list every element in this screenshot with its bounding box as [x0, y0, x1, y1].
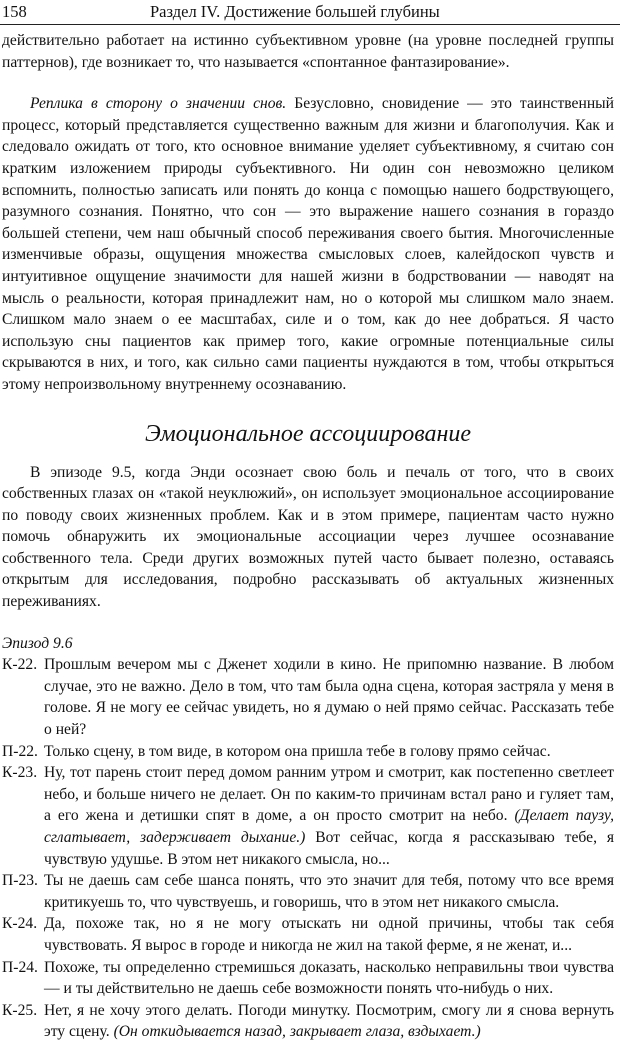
dialogue-turn: [2, 762, 614, 870]
speaker-label: П-24.: [2, 958, 38, 976]
dialogue-turn: [2, 913, 614, 956]
turn-text: Ну, тот парень стоит перед домом ранним утром и смотрит, как постепенно светлеет небо, и больше ничего не делает. Он по каким-то причинам встал рано и гуляет там, а его жена и детишки спят в доме, а он просто смотрит на небо. (Делает паузу, сглатывает, задерживает дыхание.) Вот сейчас, когда я рассказываю тебе, я чувствую удушье. В этом нет никакого смысла, но...: [44, 764, 614, 868]
aside-text: Безусловно, сновидение — это таинственный процесс, который представляется существенно важным для жизни и благополучия. Как и следовало ожидать от того, кто основное внимание уделяет субъективному, я считаю сон кратким изложением природы субъективного. Ни один сон невозможно целиком вспомнить, полностью записать или понять до конца с помощью нашего бодрствующего, разумного сознания. Понятно, что сон — это выражение нашего сознания в гораздо большей степени, чем наш обычный способ переживания своего бытия. Многочисленные изменчивые образы, ощущения множества смысловых слоев, калейдоскоп чувств и интуитивное ощущение значимости для нашей жизни в бодрствовании — наводят на мысль о реальности, которая принадлежит нам, но о которой мы слишком мало знаем. Слишком мало знаем о ее масштабах, силе и о том, как до нее добраться. Я часто использую сны пациентов как пример того, какие огромные потенциальные силы скрываются в них, и того, как сильно сами пациенты нуждаются в том, чтобы открыться этому непроизвольному внутреннему осознаванию.: [2, 95, 614, 393]
speaker-label: П-23.: [2, 872, 38, 890]
dialogue-turn: [2, 654, 614, 740]
page-number: 158: [2, 2, 27, 21]
speaker-label: К-23.: [2, 764, 38, 782]
paragraph-emotional-association: В эпизоде 9.5, когда Энди осознает свою боль и печаль от того, что в своих собственных глазах он «такой неуклюжий», он использует эмоциональное ассоциирование по поводу своих жизненных проблем. Как и в этом примере, пациентам часто нужно помочь обнаружить их эмоциональные ассоциации через лучшее осознавание собственного тела. Среди других возможных путей часто бывает полезно, оставаясь открытым для исследования, подробно рассказывать об актуальных жизненных переживаниях.: [2, 463, 614, 611]
turn-text: Только сцену, в том виде, в котором она пришла тебе в голову прямо сейчас.: [44, 742, 551, 760]
speaker-label: К-22.: [2, 656, 38, 674]
dialogue-turn: [2, 1000, 614, 1043]
turn-text: Похоже, ты определенно стремишься доказать, насколько неправильны твои чувства — и ты действительно не даешь себе возможности понять что-нибудь о них.: [44, 958, 614, 998]
dialogue-turn: [2, 870, 614, 913]
dialogue: [2, 654, 614, 1043]
turn-text: Нет, я не хочу этого делать. Погоди минутку. Посмотрим, смогу ли я снова вернуть эту сцену. (Он откидывается назад, закрывает глаза, вздыхает.): [44, 1001, 614, 1041]
episode-title: Эпизод 9.6: [2, 634, 73, 652]
turn-text: Ты не даешь сам себе шанса понять, что это значит для тебя, потому что все время критикуешь то, что чувствуешь, и говоришь, что в этом нет никакого смысла.: [44, 872, 614, 911]
dialogue-turn: [2, 741, 614, 763]
speaker-label: К-24.: [2, 915, 38, 933]
turn-text: Да, похоже так, но я не могу отыскать ни одной причины, чтобы так себя чувствовать. Я вырос в городе и никогда не жил на такой ферме, я не женат, и...: [44, 915, 614, 954]
paragraph-continuation: действительно работает на истинно субъективном уровне (на уровне последней группы паттернов), где возникает то, что называется «спонтанное фантазирование».: [2, 32, 614, 71]
aside-label: Реплика в сторону о значении снов.: [30, 95, 287, 113]
page-body: [2, 30, 614, 1043]
speaker-label: К-25.: [2, 1001, 38, 1019]
running-header: [0, 0, 620, 25]
dialogue-turn: [2, 957, 614, 1000]
speaker-label: П-22.: [2, 742, 38, 760]
section-heading: Эмоциональное ассоциирование: [144, 420, 472, 447]
paragraph-dreams: [2, 93, 614, 395]
section-title: Раздел IV. Достижение большей глубины: [150, 2, 440, 21]
turn-text: Прошлым вечером мы с Дженет ходили в кино. Не припомню название. В любом случае, это не важно. Дело в том, что там была одна сцена, которая застряла у меня в голове. Я не могу ее сейчас увидеть, но я думаю о ней прямо сейчас. Рассказать тебе о ней?: [44, 656, 614, 739]
